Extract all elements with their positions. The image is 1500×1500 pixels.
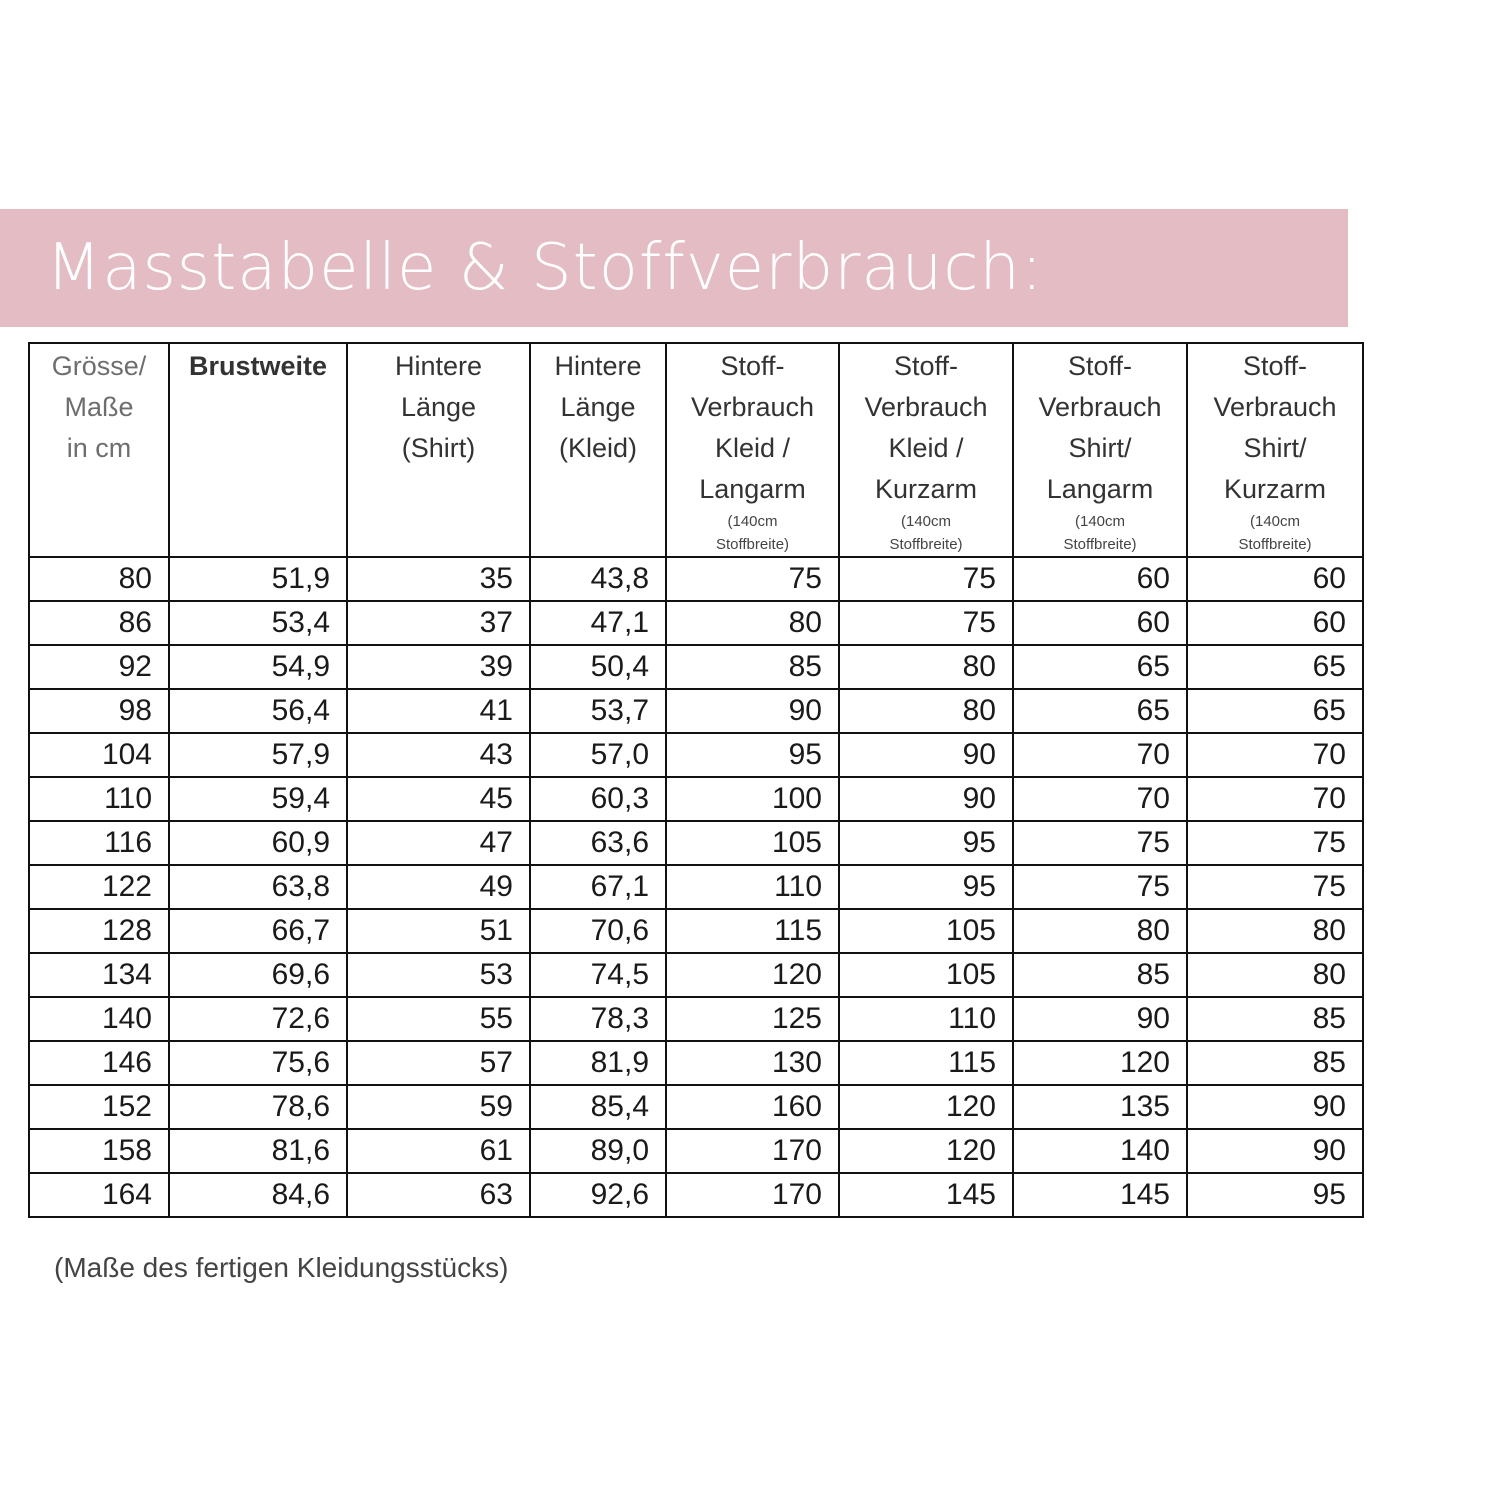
table-cell: 39 <box>347 645 530 689</box>
table-cell: 49 <box>347 865 530 909</box>
header-note: Stoffbreite) <box>1238 536 1312 553</box>
table-cell: 104 <box>29 733 169 777</box>
table-cell: 57 <box>347 1041 530 1085</box>
table-cell: 105 <box>666 821 839 865</box>
table-cell: 89,0 <box>530 1129 666 1173</box>
page-title: Masstabelle & Stoffverbrauch: <box>46 231 1044 305</box>
table-cell: 75,6 <box>169 1041 347 1085</box>
header-back-length-shirt <box>347 343 530 557</box>
table-cell: 98 <box>29 689 169 733</box>
table-cell: 67,1 <box>530 865 666 909</box>
header-line: Hintere <box>554 351 642 381</box>
header-line: Kleid / <box>888 433 964 463</box>
table-cell: 66,7 <box>169 909 347 953</box>
header-line: Stoff- <box>1242 351 1308 381</box>
table-cell: 135 <box>1013 1085 1187 1129</box>
table-row <box>29 953 1363 997</box>
table-cell: 110 <box>666 865 839 909</box>
table-cell: 128 <box>29 909 169 953</box>
table-cell: 75 <box>1187 821 1363 865</box>
header-fabric-dress-long <box>666 343 839 557</box>
header-line: Brustweite <box>188 351 328 381</box>
table-cell: 57,9 <box>169 733 347 777</box>
table-cell: 95 <box>1187 1173 1363 1217</box>
table-cell: 90 <box>1187 1085 1363 1129</box>
table-cell: 120 <box>839 1129 1013 1173</box>
table-cell: 95 <box>839 865 1013 909</box>
table-cell: 65 <box>1013 689 1187 733</box>
table-cell: 53,7 <box>530 689 666 733</box>
table-cell: 60 <box>1013 601 1187 645</box>
table-cell: 70 <box>1187 733 1363 777</box>
table-cell: 50,4 <box>530 645 666 689</box>
header-line: Maße <box>64 392 134 422</box>
table-cell: 57,0 <box>530 733 666 777</box>
table-cell: 70 <box>1013 733 1187 777</box>
table-cell: 92 <box>29 645 169 689</box>
table-cell: 47 <box>347 821 530 865</box>
table-cell: 120 <box>839 1085 1013 1129</box>
table-cell: 85 <box>1187 997 1363 1041</box>
header-fabric-dress-short <box>839 343 1013 557</box>
table-row <box>29 1085 1363 1129</box>
table-cell: 95 <box>666 733 839 777</box>
header-line: Kleid / <box>714 433 791 463</box>
table-cell: 37 <box>347 601 530 645</box>
table-cell: 70 <box>1013 777 1187 821</box>
table-cell: 170 <box>666 1129 839 1173</box>
table-cell: 81,6 <box>169 1129 347 1173</box>
table-cell: 158 <box>29 1129 169 1173</box>
header-chest-width <box>169 343 347 557</box>
table-cell: 80 <box>839 689 1013 733</box>
table-cell: 145 <box>1013 1173 1187 1217</box>
table-cell: 95 <box>839 821 1013 865</box>
table-cell: 51,9 <box>169 557 347 601</box>
table-cell: 65 <box>1187 689 1363 733</box>
table-cell: 45 <box>347 777 530 821</box>
table-cell: 92,6 <box>530 1173 666 1217</box>
header-line: Stoff- <box>1067 351 1133 381</box>
table-cell: 75 <box>1187 865 1363 909</box>
table-row <box>29 601 1363 645</box>
header-line: (Kleid) <box>558 433 638 463</box>
header-fabric-shirt-long <box>1013 343 1187 557</box>
table-cell: 90 <box>1013 997 1187 1041</box>
table-cell: 63,8 <box>169 865 347 909</box>
table-cell: 74,5 <box>530 953 666 997</box>
table-cell: 75 <box>666 557 839 601</box>
table-row <box>29 645 1363 689</box>
table-row <box>29 909 1363 953</box>
header-line: Stoff- <box>893 351 959 381</box>
table-cell: 35 <box>347 557 530 601</box>
table-cell: 61 <box>347 1129 530 1173</box>
table-cell: 43,8 <box>530 557 666 601</box>
header-line: Verbrauch <box>1213 392 1337 422</box>
table-cell: 100 <box>666 777 839 821</box>
table-row <box>29 865 1363 909</box>
table-cell: 60 <box>1187 557 1363 601</box>
table-cell: 80 <box>1187 953 1363 997</box>
header-line: Langarm <box>699 474 806 504</box>
header-line: Verbrauch <box>864 392 988 422</box>
table-cell: 110 <box>839 997 1013 1041</box>
table-cell: 115 <box>666 909 839 953</box>
table-row <box>29 821 1363 865</box>
header-note: Stoffbreite) <box>1063 536 1137 553</box>
table-cell: 72,6 <box>169 997 347 1041</box>
table-row <box>29 1041 1363 1085</box>
table-cell: 86 <box>29 601 169 645</box>
table-cell: 43 <box>347 733 530 777</box>
header-line: Shirt/ <box>1243 433 1307 463</box>
header-fabric-shirt-short <box>1187 343 1363 557</box>
header-line: Hintere <box>394 351 483 381</box>
table-cell: 41 <box>347 689 530 733</box>
header-line: Shirt/ <box>1068 433 1132 463</box>
table-cell: 85 <box>666 645 839 689</box>
table-cell: 65 <box>1187 645 1363 689</box>
table-cell: 53,4 <box>169 601 347 645</box>
table-cell: 130 <box>666 1041 839 1085</box>
table-cell: 55 <box>347 997 530 1041</box>
table-cell: 116 <box>29 821 169 865</box>
table-row <box>29 733 1363 777</box>
table-cell: 120 <box>666 953 839 997</box>
table-cell: 59,4 <box>169 777 347 821</box>
header-line: Verbrauch <box>690 392 815 422</box>
table-body <box>29 557 1363 1217</box>
table-cell: 60,9 <box>169 821 347 865</box>
table-row <box>29 997 1363 1041</box>
table-cell: 120 <box>1013 1041 1187 1085</box>
header-line: Länge <box>400 392 477 422</box>
header-note: (140cm <box>1074 513 1126 530</box>
table-cell: 90 <box>666 689 839 733</box>
header-note: Stoffbreite) <box>889 536 963 553</box>
header-note: Stoffbreite) <box>715 536 790 553</box>
table-cell: 160 <box>666 1085 839 1129</box>
table-cell: 90 <box>839 777 1013 821</box>
header-line: Stoff- <box>720 351 785 381</box>
header-note: (140cm <box>727 513 778 530</box>
table-cell: 47,1 <box>530 601 666 645</box>
header-row <box>29 343 1363 557</box>
header-note: (140cm <box>900 513 952 530</box>
table-cell: 170 <box>666 1173 839 1217</box>
table-cell: 75 <box>839 557 1013 601</box>
header-note: (140cm <box>1249 513 1301 530</box>
table-cell: 85 <box>1013 953 1187 997</box>
header-line: in cm <box>66 433 132 463</box>
table-cell: 84,6 <box>169 1173 347 1217</box>
table-cell: 59 <box>347 1085 530 1129</box>
table-row <box>29 557 1363 601</box>
header-line: Kurzarm <box>874 474 977 504</box>
table-cell: 115 <box>839 1041 1013 1085</box>
table-cell: 63,6 <box>530 821 666 865</box>
table-cell: 145 <box>839 1173 1013 1217</box>
table-cell: 65 <box>1013 645 1187 689</box>
table-cell: 75 <box>1013 865 1187 909</box>
table-cell: 54,9 <box>169 645 347 689</box>
table-cell: 152 <box>29 1085 169 1129</box>
table-cell: 75 <box>1013 821 1187 865</box>
header-line: Langarm <box>1046 474 1154 504</box>
header-line: Kurzarm <box>1223 474 1326 504</box>
table-cell: 80 <box>666 601 839 645</box>
table-cell: 53 <box>347 953 530 997</box>
table-cell: 56,4 <box>169 689 347 733</box>
table-cell: 164 <box>29 1173 169 1217</box>
table-cell: 85,4 <box>530 1085 666 1129</box>
table-cell: 60 <box>1187 601 1363 645</box>
table-cell: 75 <box>839 601 1013 645</box>
table-cell: 70,6 <box>530 909 666 953</box>
table-cell: 122 <box>29 865 169 909</box>
table-cell: 60 <box>1013 557 1187 601</box>
table-cell: 134 <box>29 953 169 997</box>
size-table <box>28 342 1364 1218</box>
table-cell: 140 <box>29 997 169 1041</box>
table-cell: 60,3 <box>530 777 666 821</box>
table-cell: 80 <box>839 645 1013 689</box>
table-cell: 63 <box>347 1173 530 1217</box>
table-row <box>29 777 1363 821</box>
table-cell: 90 <box>839 733 1013 777</box>
table-cell: 78,6 <box>169 1085 347 1129</box>
table-cell: 81,9 <box>530 1041 666 1085</box>
table-cell: 105 <box>839 953 1013 997</box>
table-cell: 140 <box>1013 1129 1187 1173</box>
table-cell: 85 <box>1187 1041 1363 1085</box>
table-cell: 69,6 <box>169 953 347 997</box>
table-cell: 51 <box>347 909 530 953</box>
table-cell: 80 <box>1013 909 1187 953</box>
table-cell: 90 <box>1187 1129 1363 1173</box>
table-row <box>29 689 1363 733</box>
table-cell: 80 <box>29 557 169 601</box>
footnote: (Maße des fertigen Kleidungsstücks) <box>54 1252 509 1283</box>
table-cell: 110 <box>29 777 169 821</box>
table-cell: 125 <box>666 997 839 1041</box>
header-line: Verbrauch <box>1038 392 1162 422</box>
header-back-length-dress <box>530 343 666 557</box>
table-row <box>29 1173 1363 1217</box>
table-row <box>29 1129 1363 1173</box>
table-cell: 146 <box>29 1041 169 1085</box>
header-line: Grösse/ <box>51 351 147 381</box>
header-size <box>29 343 169 557</box>
header-line: (Shirt) <box>401 433 476 463</box>
header-line: Länge <box>560 392 636 422</box>
table-cell: 70 <box>1187 777 1363 821</box>
table-cell: 78,3 <box>530 997 666 1041</box>
table-cell: 80 <box>1187 909 1363 953</box>
table-cell: 105 <box>839 909 1013 953</box>
